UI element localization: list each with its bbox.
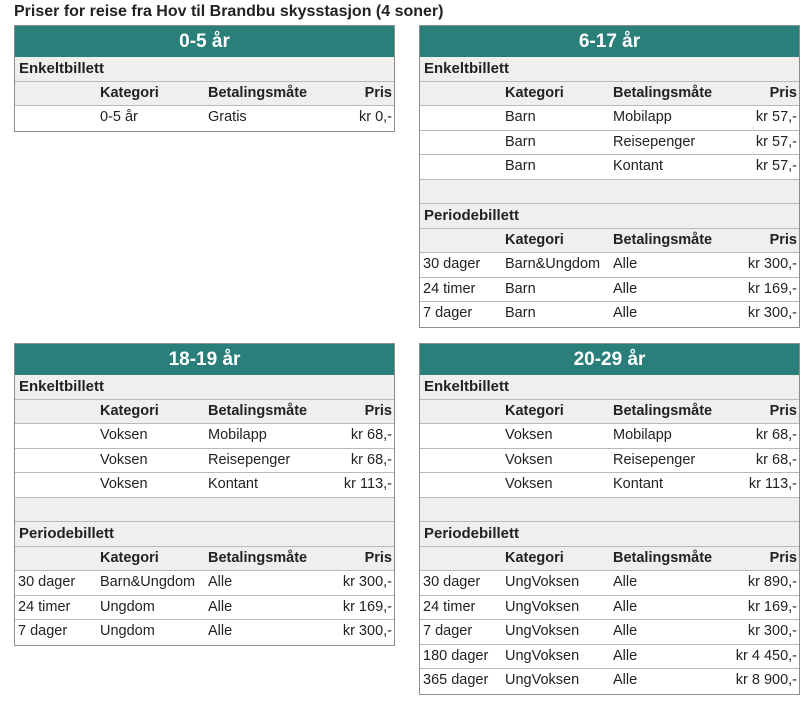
price-panel [14, 25, 395, 132]
cell-payment: Alle [208, 574, 233, 590]
column-header-price: Pris [769, 402, 797, 419]
panel-header: 0-5 år [15, 26, 394, 57]
cell-category: Barn&Ungdom [100, 574, 196, 590]
cell-payment: Kontant [613, 158, 663, 174]
cell-category: UngVoksen [505, 623, 580, 639]
panel-header: 20-29 år [420, 344, 799, 375]
cell-payment: Alle [613, 672, 638, 688]
table-row [420, 620, 799, 645]
column-header-payment: Betalingsmåte [613, 402, 713, 419]
cell-price: kr 300,- [747, 305, 797, 321]
table-row [420, 449, 799, 474]
cell-payment: Reisepenger [613, 451, 696, 468]
cell-category: Voksen [100, 427, 148, 443]
table-row [15, 449, 394, 474]
cell-category: UngVoksen [505, 574, 580, 590]
column-header-row [420, 400, 799, 425]
cell-payment: Mobilapp [613, 427, 672, 443]
table-row [420, 669, 799, 694]
cell-duration: 30 dager [423, 574, 481, 590]
section-title-row [420, 375, 799, 400]
column-header-row [420, 547, 799, 572]
column-header-price: Pris [769, 231, 797, 248]
table-row [420, 424, 799, 449]
cell-price: kr 57,- [755, 109, 797, 125]
cell-duration: 24 timer [423, 598, 476, 615]
cell-duration: 365 dager [423, 672, 489, 688]
spacer-row [420, 498, 799, 523]
cell-price: kr 57,- [755, 133, 797, 150]
panel-header: 18-19 år [15, 344, 394, 375]
cell-price: kr 169,- [747, 598, 797, 615]
cell-price: kr 169,- [747, 280, 797, 297]
section-title-row [15, 57, 394, 82]
cell-price: kr 0,- [358, 109, 392, 125]
section-title: Periodebillett [19, 525, 115, 542]
cell-category: UngVoksen [505, 647, 580, 664]
table-row [420, 155, 799, 180]
table-row [420, 645, 799, 670]
cell-price: kr 57,- [755, 158, 797, 174]
cell-price: kr 68,- [350, 451, 392, 468]
table-row [420, 106, 799, 131]
cell-duration: 24 timer [18, 598, 71, 615]
cell-category: Ungdom [100, 623, 155, 639]
cell-price: kr 8 900,- [735, 672, 797, 688]
section-title: Periodebillett [424, 525, 520, 542]
cell-category: UngVoksen [505, 672, 580, 688]
column-header-category: Kategori [505, 549, 564, 566]
section-title: Enkeltbillett [424, 378, 510, 395]
table-row [15, 106, 394, 131]
price-panel [419, 343, 800, 695]
cell-category: Voksen [100, 476, 148, 492]
table-row [420, 253, 799, 278]
section-title-row [420, 204, 799, 229]
price-panel [419, 25, 800, 328]
column-header-row [420, 82, 799, 107]
cell-price: kr 890,- [747, 574, 797, 590]
column-header-price: Pris [364, 402, 392, 419]
cell-payment: Mobilapp [613, 109, 672, 125]
table-row [420, 596, 799, 621]
column-header-category: Kategori [100, 549, 159, 566]
cell-duration: 24 timer [423, 280, 476, 297]
table-row [15, 473, 394, 498]
cell-price: kr 113,- [748, 476, 797, 492]
column-header-price: Pris [364, 84, 392, 101]
cell-category: Barn [505, 280, 536, 297]
cell-payment: Alle [208, 598, 233, 615]
cell-price: kr 68,- [755, 427, 797, 443]
cell-payment: Gratis [208, 109, 247, 125]
column-header-payment: Betalingsmåte [613, 84, 713, 101]
cell-price: kr 68,- [350, 427, 392, 443]
cell-category: Voksen [505, 451, 553, 468]
cell-category: Barn&Ungdom [505, 256, 601, 272]
column-header-payment: Betalingsmåte [613, 549, 713, 566]
spacer-row [15, 498, 394, 523]
column-header-price: Pris [769, 84, 797, 101]
cell-payment: Alle [613, 647, 638, 664]
cell-payment: Alle [613, 623, 638, 639]
table-row [15, 620, 394, 645]
cell-category: Voksen [100, 451, 148, 468]
cell-duration: 7 dager [18, 623, 68, 639]
cell-price: kr 300,- [747, 623, 797, 639]
table-row [420, 571, 799, 596]
cell-duration: 30 dager [18, 574, 76, 590]
cell-category: UngVoksen [505, 598, 580, 615]
cell-category: Voksen [505, 476, 553, 492]
cell-payment: Kontant [208, 476, 258, 492]
cell-payment: Alle [613, 598, 638, 615]
cell-price: kr 113,- [343, 476, 392, 492]
column-header-category: Kategori [100, 402, 159, 419]
cell-category: Ungdom [100, 598, 155, 615]
table-row [15, 424, 394, 449]
cell-payment: Alle [613, 256, 638, 272]
column-header-payment: Betalingsmåte [613, 231, 713, 248]
cell-duration: 30 dager [423, 256, 481, 272]
section-title: Enkeltbillett [19, 378, 105, 395]
cell-duration: 180 dager [423, 647, 489, 664]
cell-price: kr 4 450,- [735, 647, 797, 664]
column-header-payment: Betalingsmåte [208, 84, 308, 101]
column-header-row [15, 82, 394, 107]
page-title: Priser for reise fra Hov til Brandbu skysstasjon (4 soner) [14, 3, 444, 20]
cell-price: kr 300,- [342, 574, 392, 590]
table-row [420, 278, 799, 303]
section-title-row [15, 522, 394, 547]
cell-category: 0-5 år [100, 109, 138, 125]
section-title-row [420, 522, 799, 547]
table-row [15, 571, 394, 596]
section-title: Enkeltbillett [19, 60, 105, 77]
column-header-price: Pris [364, 549, 392, 566]
cell-duration: 7 dager [423, 305, 473, 321]
column-header-row [15, 547, 394, 572]
column-header-payment: Betalingsmåte [208, 549, 308, 566]
cell-payment: Reisepenger [208, 451, 291, 468]
cell-payment: Kontant [613, 476, 663, 492]
cell-category: Voksen [505, 427, 553, 443]
section-title-row [15, 375, 394, 400]
cell-category: Barn [505, 305, 536, 321]
column-header-category: Kategori [100, 84, 159, 101]
cell-category: Barn [505, 133, 536, 150]
column-header-price: Pris [769, 549, 797, 566]
table-row [420, 302, 799, 327]
section-title-row [420, 57, 799, 82]
column-header-payment: Betalingsmåte [208, 402, 308, 419]
cell-payment: Alle [613, 280, 638, 297]
column-header-row [15, 400, 394, 425]
cell-price: kr 300,- [747, 256, 797, 272]
table-row [420, 473, 799, 498]
column-header-category: Kategori [505, 402, 564, 419]
column-header-row [420, 229, 799, 254]
column-header-category: Kategori [505, 231, 564, 248]
cell-price: kr 169,- [342, 598, 392, 615]
cell-category: Barn [505, 109, 536, 125]
section-title: Periodebillett [424, 207, 520, 224]
cell-price: kr 300,- [342, 623, 392, 639]
cell-duration: 7 dager [423, 623, 473, 639]
column-header-category: Kategori [505, 84, 564, 101]
cell-payment: Alle [208, 623, 233, 639]
table-row [15, 596, 394, 621]
cell-payment: Alle [613, 574, 638, 590]
panel-header: 6-17 år [420, 26, 799, 57]
table-row [420, 131, 799, 156]
spacer-row [420, 180, 799, 205]
cell-payment: Alle [613, 305, 638, 321]
section-title: Enkeltbillett [424, 60, 510, 77]
cell-payment: Mobilapp [208, 427, 267, 443]
cell-price: kr 68,- [755, 451, 797, 468]
price-panel [14, 343, 395, 646]
cell-payment: Reisepenger [613, 133, 696, 150]
cell-category: Barn [505, 158, 536, 174]
